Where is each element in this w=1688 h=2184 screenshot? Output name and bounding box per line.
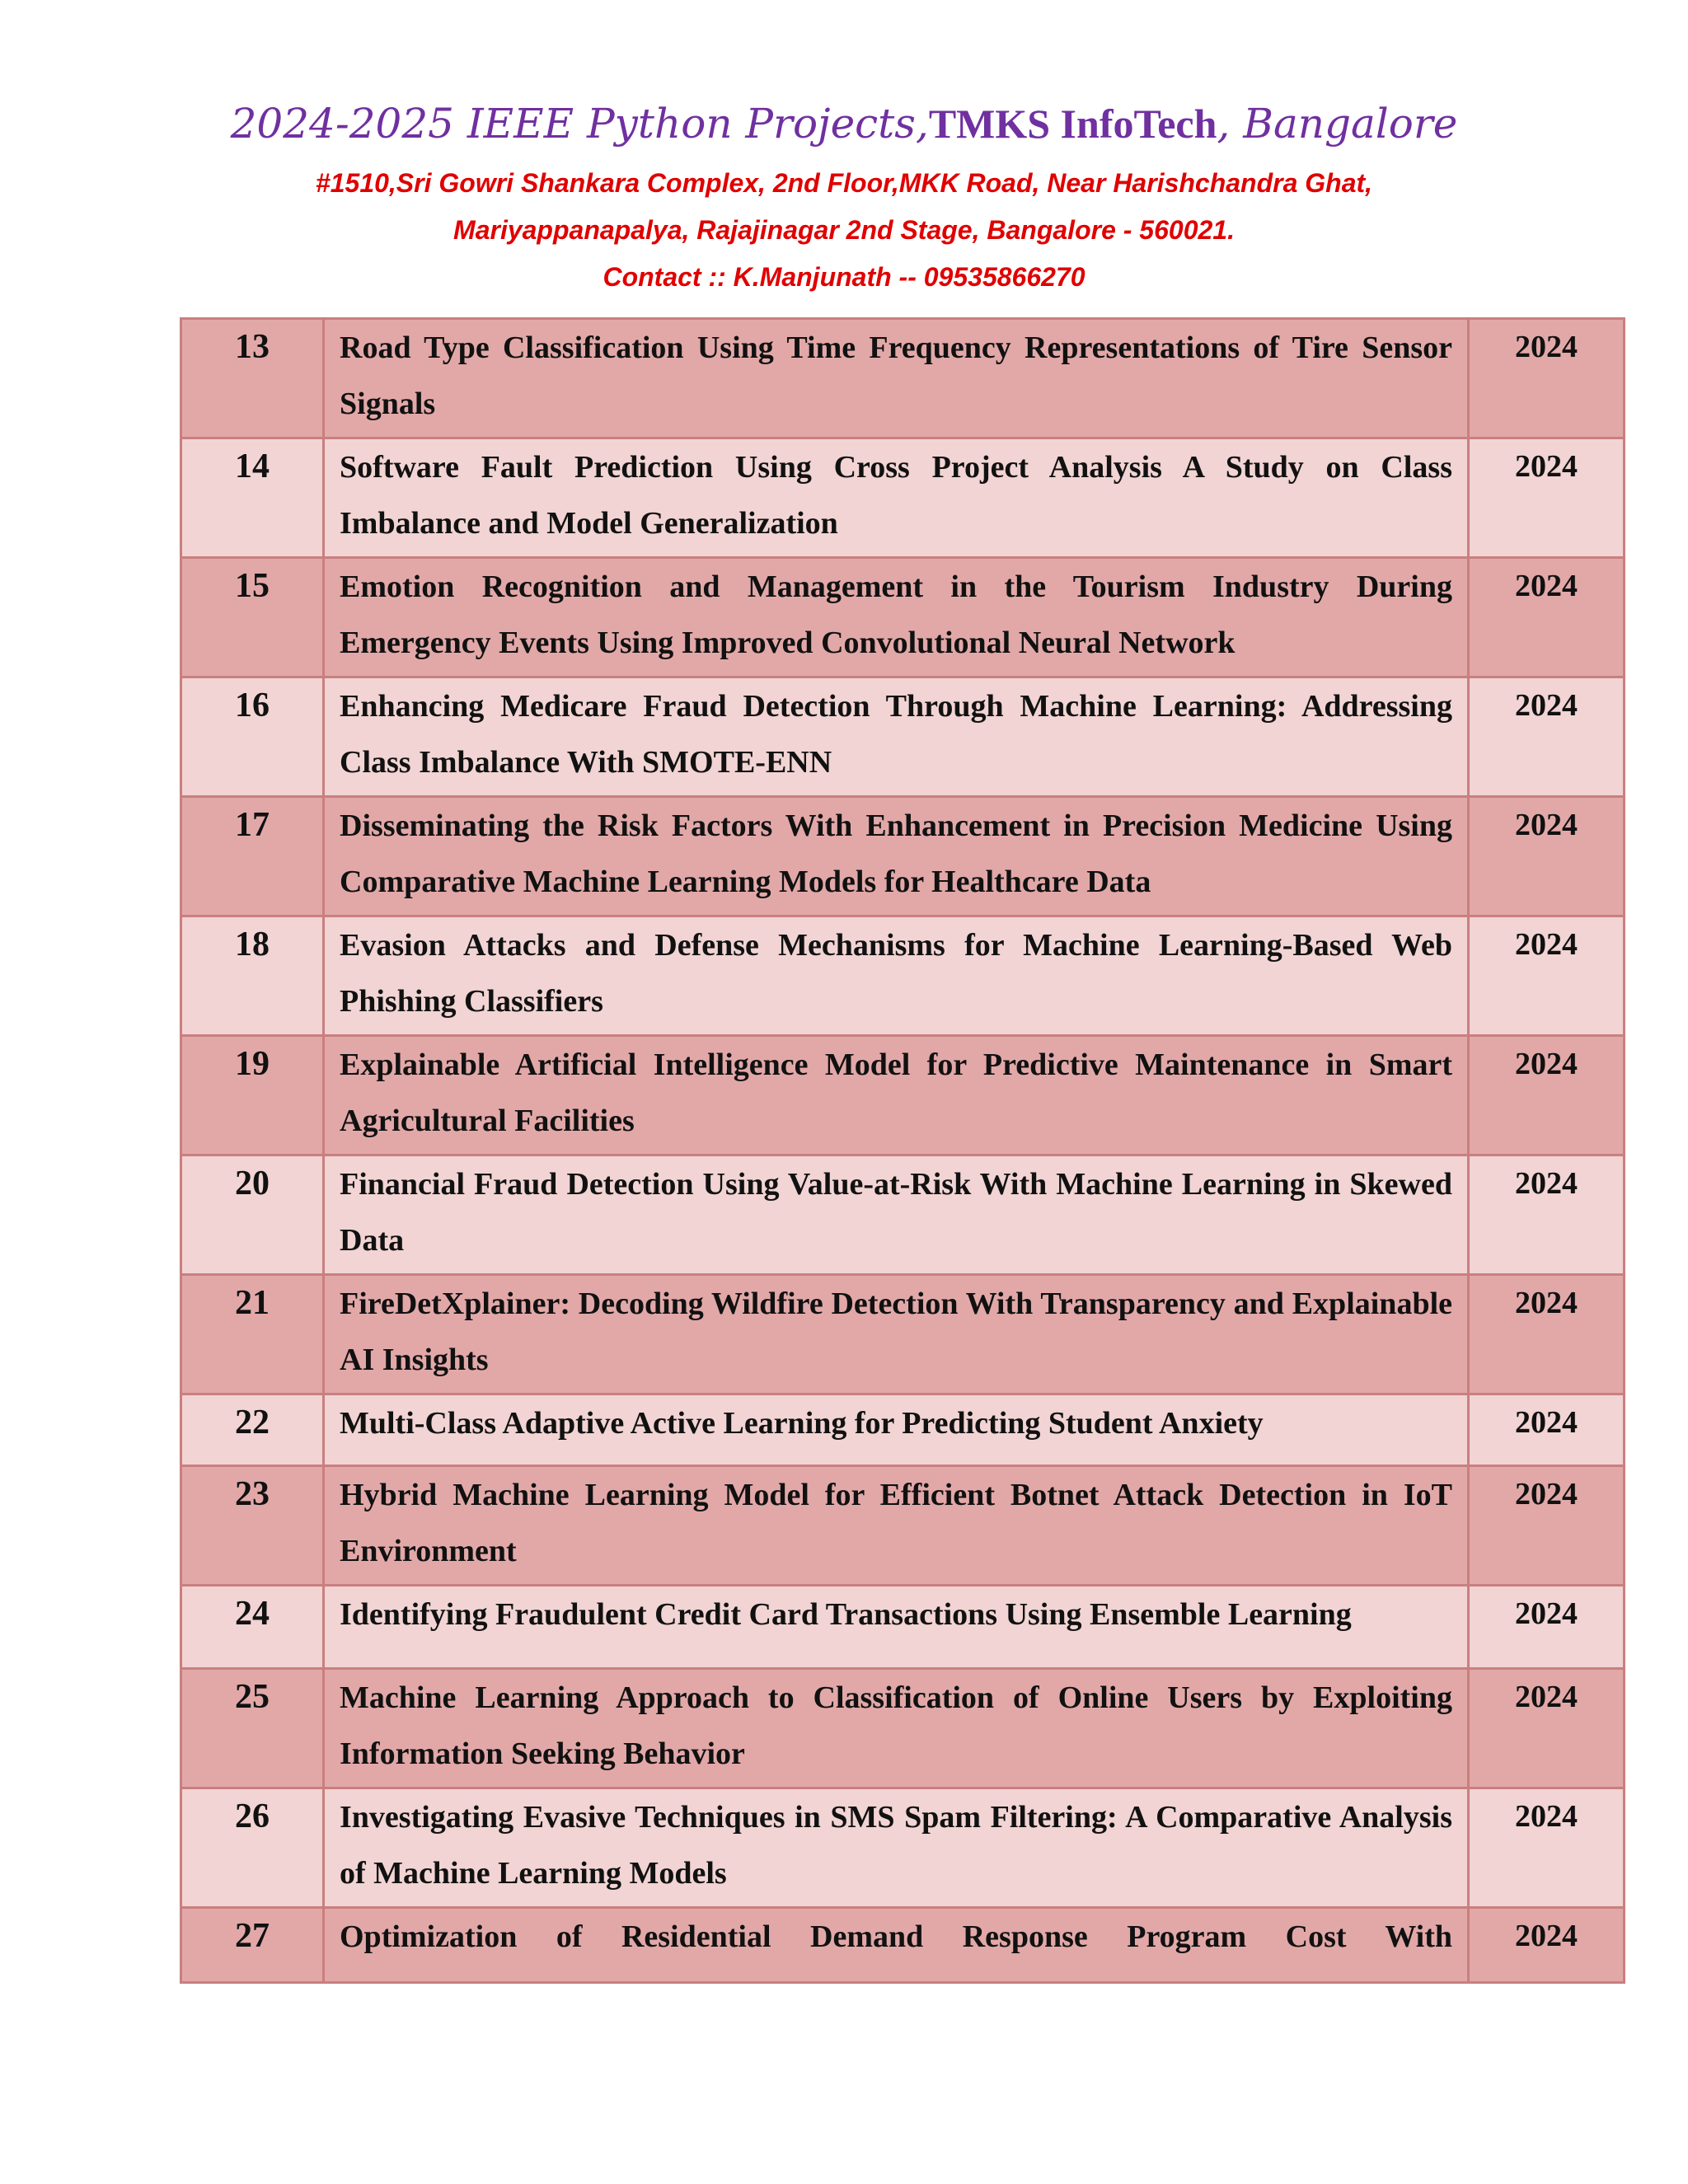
project-number: 18 (181, 916, 324, 1036)
project-title: Identifying Fraudulent Credit Card Transactions Using Ensemble Learning (324, 1586, 1469, 1669)
title-projects: 2024-2025 IEEE Python Projects, (230, 100, 929, 148)
project-title: Optimization of Residential Demand Response Program Cost With (324, 1908, 1469, 1983)
title-city: , Bangalore (1217, 100, 1458, 148)
projects-table-container (180, 317, 1586, 1984)
project-number: 24 (181, 1586, 324, 1669)
table-row (181, 1788, 1625, 1908)
project-year: 2024 (1469, 1275, 1625, 1394)
project-number: 16 (181, 677, 324, 797)
contact-line: Contact :: K.Manjunath -- 09535866270 (603, 262, 1085, 292)
table-row (181, 1586, 1625, 1669)
project-year: 2024 (1469, 797, 1625, 916)
project-title: Multi-Class Adaptive Active Learning for Predicting Student Anxiety (324, 1394, 1469, 1466)
project-year: 2024 (1469, 438, 1625, 558)
table-row (181, 1466, 1625, 1586)
table-row (181, 1908, 1625, 1983)
project-title: Evasion Attacks and Defense Mechanisms for Machine Learning-Based Web Phishing Classifiers (324, 916, 1469, 1036)
project-year: 2024 (1469, 1586, 1625, 1669)
table-row (181, 677, 1625, 797)
project-title: Investigating Evasive Techniques in SMS Spam Filtering: A Comparative Analysis of Machine Learning Models (324, 1788, 1469, 1908)
project-number: 25 (181, 1669, 324, 1788)
project-year: 2024 (1469, 1036, 1625, 1155)
project-number: 26 (181, 1788, 324, 1908)
project-year: 2024 (1469, 1908, 1625, 1983)
project-title: Machine Learning Approach to Classification of Online Users by Exploiting Information Seeking Behavior (324, 1669, 1469, 1788)
project-number: 13 (181, 319, 324, 438)
table-row (181, 1275, 1625, 1394)
project-year: 2024 (1469, 1669, 1625, 1788)
project-year: 2024 (1469, 1394, 1625, 1466)
address-line-1: #1510,Sri Gowri Shankara Complex, 2nd Floor,MKK Road, Near Harishchandra Ghat, (315, 168, 1373, 198)
page-title (0, 97, 1688, 150)
project-year: 2024 (1469, 558, 1625, 677)
project-year: 2024 (1469, 677, 1625, 797)
project-title: Financial Fraud Detection Using Value-at-Risk With Machine Learning in Skewed Data (324, 1155, 1469, 1275)
table-row (181, 1155, 1625, 1275)
project-year: 2024 (1469, 319, 1625, 438)
project-year: 2024 (1469, 1466, 1625, 1586)
table-row (181, 1036, 1625, 1155)
project-title: Enhancing Medicare Fraud Detection Through Machine Learning: Addressing Class Imbalance With SMOTE-ENN (324, 677, 1469, 797)
project-year: 2024 (1469, 1155, 1625, 1275)
address-line-2: Mariyappanapalya, Rajajinagar 2nd Stage, Bangalore - 560021. (453, 215, 1235, 245)
project-number: 23 (181, 1466, 324, 1586)
table-row (181, 1394, 1625, 1466)
project-title: Road Type Classification Using Time Frequency Representations of Tire Sensor Signals (324, 319, 1469, 438)
project-title: Hybrid Machine Learning Model for Efficient Botnet Attack Detection in IoT Environment (324, 1466, 1469, 1586)
project-number: 14 (181, 438, 324, 558)
project-number: 20 (181, 1155, 324, 1275)
project-year: 2024 (1469, 1788, 1625, 1908)
table-row (181, 558, 1625, 677)
project-title: Emotion Recognition and Management in the Tourism Industry During Emergency Events Using Improved Convolutional Neural Network (324, 558, 1469, 677)
project-number: 15 (181, 558, 324, 677)
project-year: 2024 (1469, 916, 1625, 1036)
table-row (181, 438, 1625, 558)
project-title: Explainable Artificial Intelligence Model for Predictive Maintenance in Smart Agricultural Facilities (324, 1036, 1469, 1155)
project-title: Disseminating the Risk Factors With Enhancement in Precision Medicine Using Comparative Machine Learning Models for Healthcare Data (324, 797, 1469, 916)
project-title: FireDetXplainer: Decoding Wildfire Detection With Transparency and Explainable AI Insights (324, 1275, 1469, 1394)
project-number: 21 (181, 1275, 324, 1394)
title-company: TMKS InfoTech (928, 101, 1217, 147)
table-row (181, 916, 1625, 1036)
page-header (0, 97, 1688, 301)
project-number: 17 (181, 797, 324, 916)
project-title: Software Fault Prediction Using Cross Project Analysis A Study on Class Imbalance and Model Generalization (324, 438, 1469, 558)
project-number: 22 (181, 1394, 324, 1466)
project-number: 19 (181, 1036, 324, 1155)
project-number: 27 (181, 1908, 324, 1983)
table-row (181, 797, 1625, 916)
projects-table (180, 317, 1625, 1984)
table-row (181, 1669, 1625, 1788)
table-row (181, 319, 1625, 438)
